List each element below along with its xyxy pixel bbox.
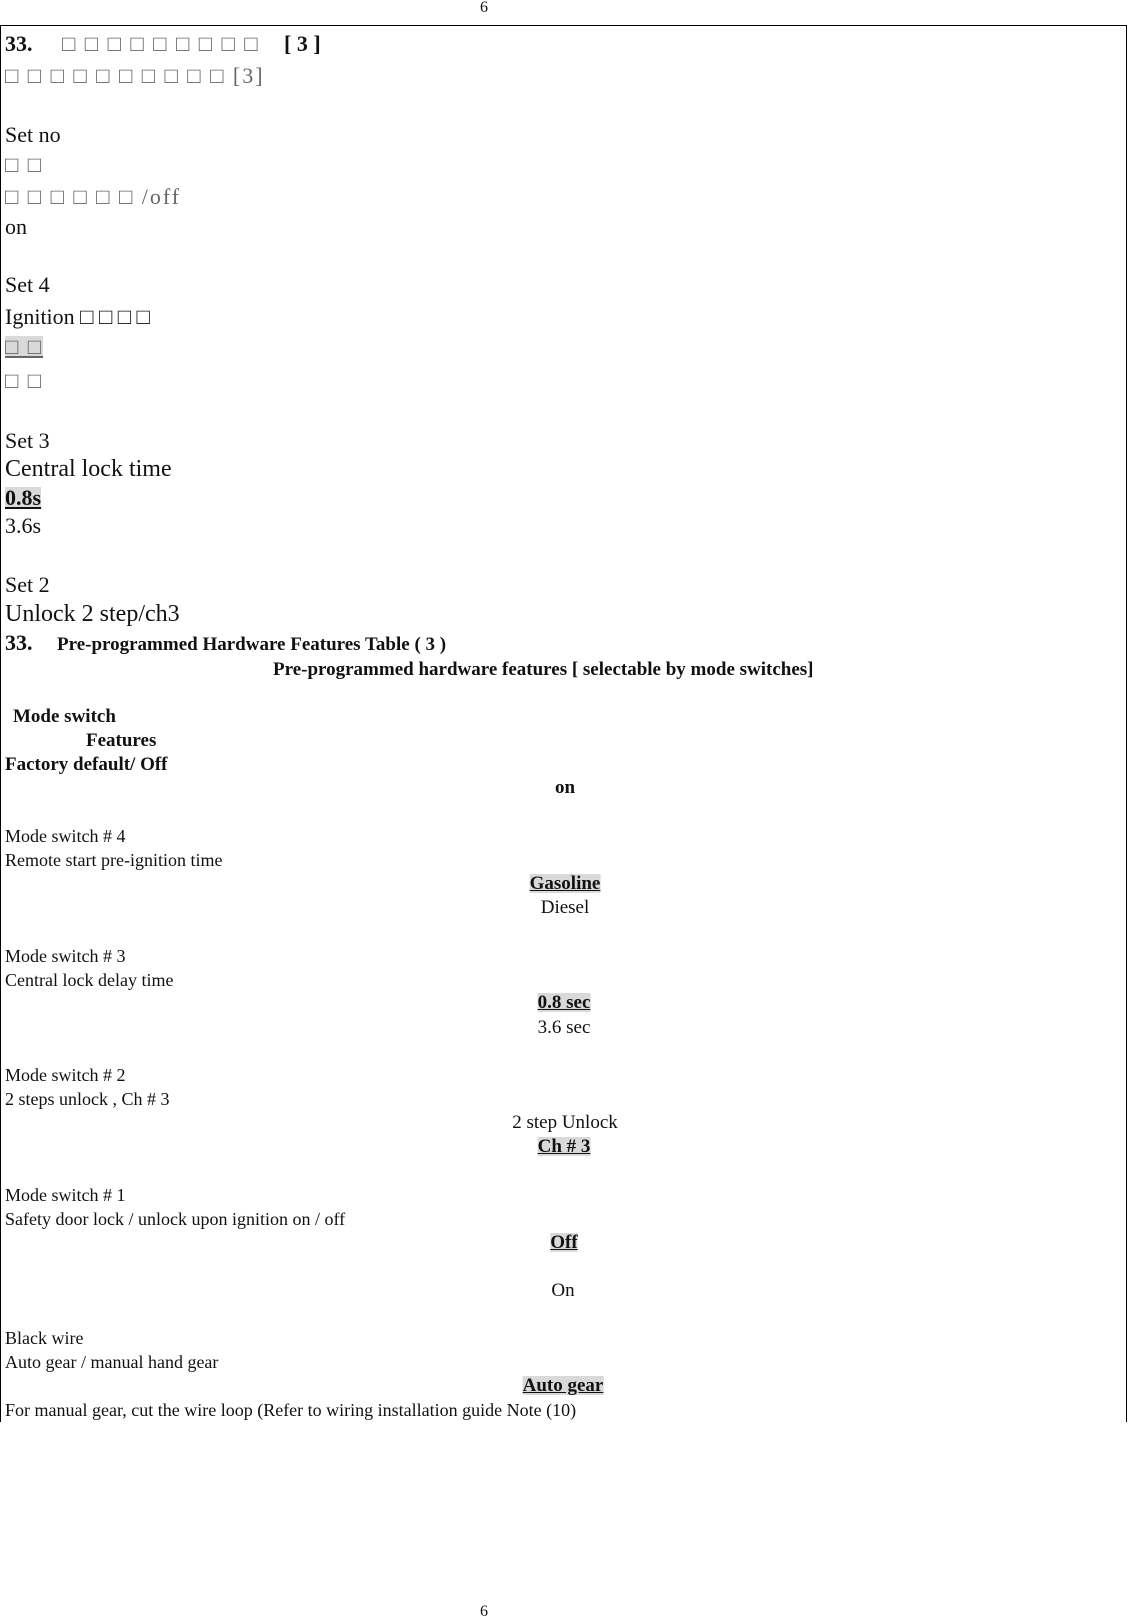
zh-col-default: □ □ □ □ □ □ /off bbox=[5, 184, 182, 209]
row3-switch: Mode switch # 3 bbox=[5, 946, 126, 966]
en-header-mode-switch: Mode switch bbox=[13, 706, 116, 727]
en-heading-title: Pre-programmed Hardware Features Table ( 3 ) bbox=[57, 634, 447, 655]
row4-on: Diesel bbox=[540, 897, 590, 918]
zh-subtitle: □ □ □ □ □ □ □ □ □ □ [3] bbox=[5, 63, 265, 88]
row2-default: 2 step Unlock bbox=[512, 1112, 618, 1133]
row1-default: Off bbox=[550, 1232, 578, 1253]
zh-col-features: □ □ bbox=[5, 152, 44, 177]
zh-set-no: Set no bbox=[5, 122, 61, 147]
black-wire-default: Auto gear bbox=[522, 1375, 604, 1396]
row1-feature: Safety door lock / unlock upon ignition on / off bbox=[5, 1209, 346, 1229]
zh-heading-title: □ □ □ □ □ □ □ □ □ bbox=[62, 31, 260, 56]
row3-on: 3.6 sec bbox=[537, 1017, 591, 1038]
zh-col-on: on bbox=[5, 214, 27, 239]
row1-on: On bbox=[551, 1280, 575, 1301]
black-wire-feature: Auto gear / manual hand gear bbox=[5, 1352, 219, 1372]
zh-heading-suffix: [ 3 ] bbox=[284, 31, 321, 56]
zh-set4-label: Set 4 bbox=[5, 272, 50, 297]
en-heading-number: 33. bbox=[5, 630, 33, 655]
en-header-features: Features bbox=[86, 730, 157, 751]
zh-set4-feature: Ignition □ □ □ □ bbox=[5, 304, 150, 329]
row4-switch: Mode switch # 4 bbox=[5, 826, 126, 846]
page-number-top: 6 bbox=[480, 0, 488, 16]
zh-set3-feature: Central lock time bbox=[5, 456, 172, 482]
row4-feature: Remote start pre-ignition time bbox=[5, 850, 223, 870]
zh-set2-label: Set 2 bbox=[5, 572, 50, 597]
zh-set3-label: Set 3 bbox=[5, 428, 50, 453]
zh-set4-default: □ □ bbox=[5, 334, 44, 359]
en-header-on: on bbox=[554, 777, 576, 798]
row2-feature: 2 steps unlock , Ch # 3 bbox=[5, 1089, 170, 1109]
zh-set4-on: □ □ bbox=[5, 368, 44, 393]
en-subtitle: Pre-programmed hardware features [ selectable by mode switches] bbox=[273, 659, 814, 680]
page-number-bottom: 6 bbox=[480, 1603, 488, 1620]
zh-set2-feature: Unlock 2 step/ch3 bbox=[5, 601, 180, 627]
zh-set3-default: 0.8s bbox=[5, 485, 42, 510]
en-header-default: Factory default/ Off bbox=[5, 754, 168, 775]
row2-on: Ch # 3 bbox=[537, 1136, 591, 1157]
row3-default: 0.8 sec bbox=[537, 992, 591, 1013]
row1-switch: Mode switch # 1 bbox=[5, 1185, 126, 1205]
zh-set3-on: 3.6s bbox=[5, 513, 42, 538]
black-wire-switch: Black wire bbox=[5, 1328, 84, 1348]
row3-feature: Central lock delay time bbox=[5, 970, 174, 990]
black-wire-footnote: For manual gear, cut the wire loop (Refer to wiring installation guide Note (10) bbox=[5, 1400, 577, 1420]
row2-switch: Mode switch # 2 bbox=[5, 1065, 126, 1085]
row4-default: Gasoline bbox=[529, 873, 601, 894]
zh-heading-number: 33. bbox=[5, 31, 33, 56]
